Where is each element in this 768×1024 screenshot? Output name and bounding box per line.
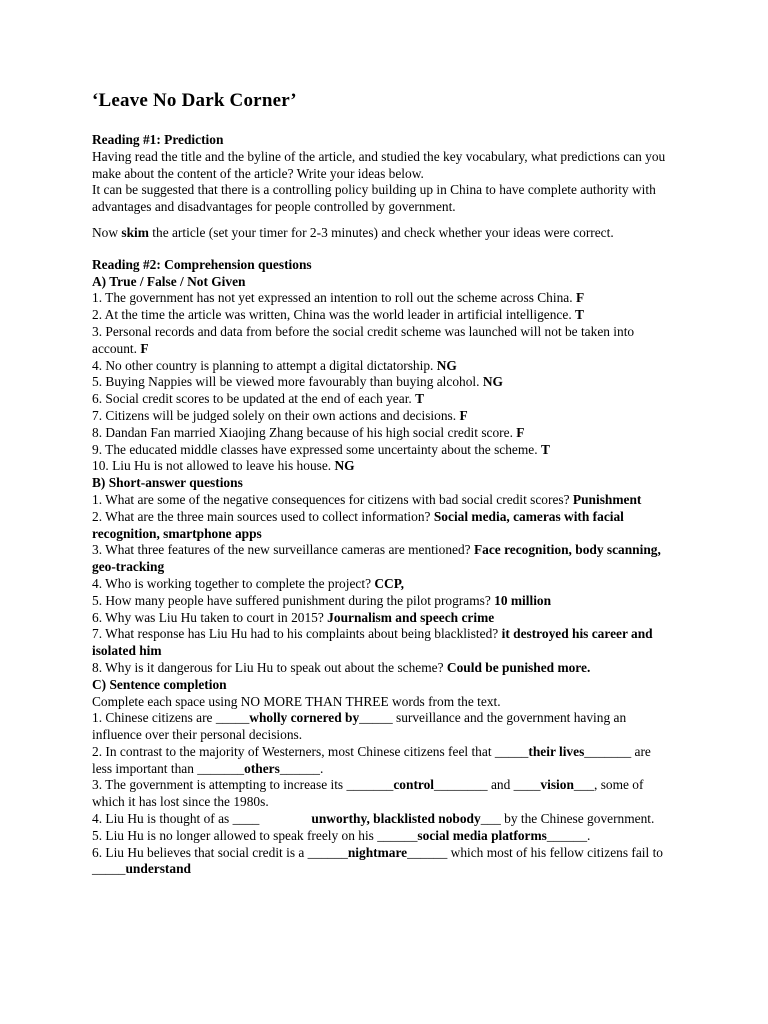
short-answer-item: 4. Who is working together to complete the project? CCP, bbox=[92, 575, 405, 591]
tf-item: 2. At the time the article was written, China was the world leader in artificial intelligence. T bbox=[92, 307, 584, 323]
section-c-heading: C) Sentence completion bbox=[92, 676, 227, 692]
sentence-item: 1. Chinese citizens are _____wholly cornered by_____ surveillance and the government having an influence over their personal decisions. bbox=[92, 710, 627, 743]
short-answer-item: 2. What are the three main sources used to collect information? Social media, cameras with facial recognition, smartphone apps bbox=[92, 508, 624, 541]
short-answer-item: 1. What are some of the negative consequences for citizens with bad social credit scores? Punishment bbox=[92, 491, 642, 507]
sentence-item: 3. The government is attempting to increase its _______control________ and ____vision___, some of which it has lost since the 1980s. bbox=[92, 777, 644, 810]
sentence-item: 6. Liu Hu believes that social credit is a ______nightmare______ which most of his fellow citizens fail to _____understand bbox=[92, 844, 663, 877]
reading1-question: Having read the title and the byline of the article, and studied the key vocabulary, what predictions can you make about the content of the article? Write your ideas below. bbox=[92, 148, 666, 181]
tf-item: 4. No other country is planning to attempt a digital dictatorship. NG bbox=[92, 357, 457, 373]
tf-list bbox=[92, 290, 672, 475]
sentence-completion-list bbox=[92, 710, 672, 878]
section-c-instruction: Complete each space using NO MORE THAN THREE words from the text. bbox=[92, 693, 501, 709]
tf-item: 5. Buying Nappies will be viewed more favourably than buying alcohol. NG bbox=[92, 374, 503, 390]
tf-item: 7. Citizens will be judged solely on their own actions and decisions. F bbox=[92, 407, 468, 423]
sentence-item: 2. In contrast to the majority of Westerners, most Chinese citizens feel that _____their lives_______ are less important than _______others______. bbox=[92, 743, 651, 776]
reading1-heading: Reading #1: Prediction bbox=[92, 132, 224, 147]
section-b-heading: B) Short-answer questions bbox=[92, 475, 243, 491]
tf-item: 1. The government has not yet expressed an intention to roll out the scheme across China. F bbox=[92, 290, 585, 306]
skim-instruction: Now skim the article (set your timer for 2-3 minutes) and check whether your ideas were correct. bbox=[92, 224, 614, 240]
section-a-heading: A) True / False / Not Given bbox=[92, 273, 246, 289]
tf-item: 8. Dandan Fan married Xiaojing Zhang because of his high social credit score. F bbox=[92, 424, 525, 440]
short-answer-item: 8. Why is it dangerous for Liu Hu to speak out about the scheme? Could be punished more. bbox=[92, 659, 591, 675]
short-answer-item: 5. How many people have suffered punishment during the pilot programs? 10 million bbox=[92, 592, 552, 608]
sentence-item: 5. Liu Hu is no longer allowed to speak freely on his ______social media platforms______. bbox=[92, 827, 591, 843]
reading1-answer: It can be suggested that there is a controlling policy building up in China to have complete authority with advantages and disadvantages for people controlled by government. bbox=[92, 182, 656, 215]
short-answer-item: 6. Why was Liu Hu taken to court in 2015? Journalism and speech crime bbox=[92, 609, 495, 625]
short-answer-item: 7. What response has Liu Hu had to his complaints about being blacklisted? it destroyed his career and isolated him bbox=[92, 626, 653, 659]
short-answer-list bbox=[92, 492, 672, 677]
sentence-item: 4. Liu Hu is thought of as ____ unworthy, blacklisted nobody___ by the Chinese government. bbox=[92, 811, 655, 827]
short-answer-item: 3. What three features of the new surveillance cameras are mentioned? Face recognition, body scanning, geo-tracking bbox=[92, 542, 661, 575]
tf-item: 9. The educated middle classes have expressed some uncertainty about the scheme. T bbox=[92, 441, 550, 457]
tf-item: 3. Personal records and data from before the social credit scheme was launched will not be taken into account. F bbox=[92, 323, 635, 356]
tf-item: 10. Liu Hu is not allowed to leave his house. NG bbox=[92, 458, 355, 474]
reading2-heading: Reading #2: Comprehension questions bbox=[92, 256, 312, 272]
tf-item: 6. Social credit scores to be updated at the end of each year. T bbox=[92, 391, 425, 407]
page-title: ‘Leave No Dark Corner’ bbox=[92, 90, 297, 111]
